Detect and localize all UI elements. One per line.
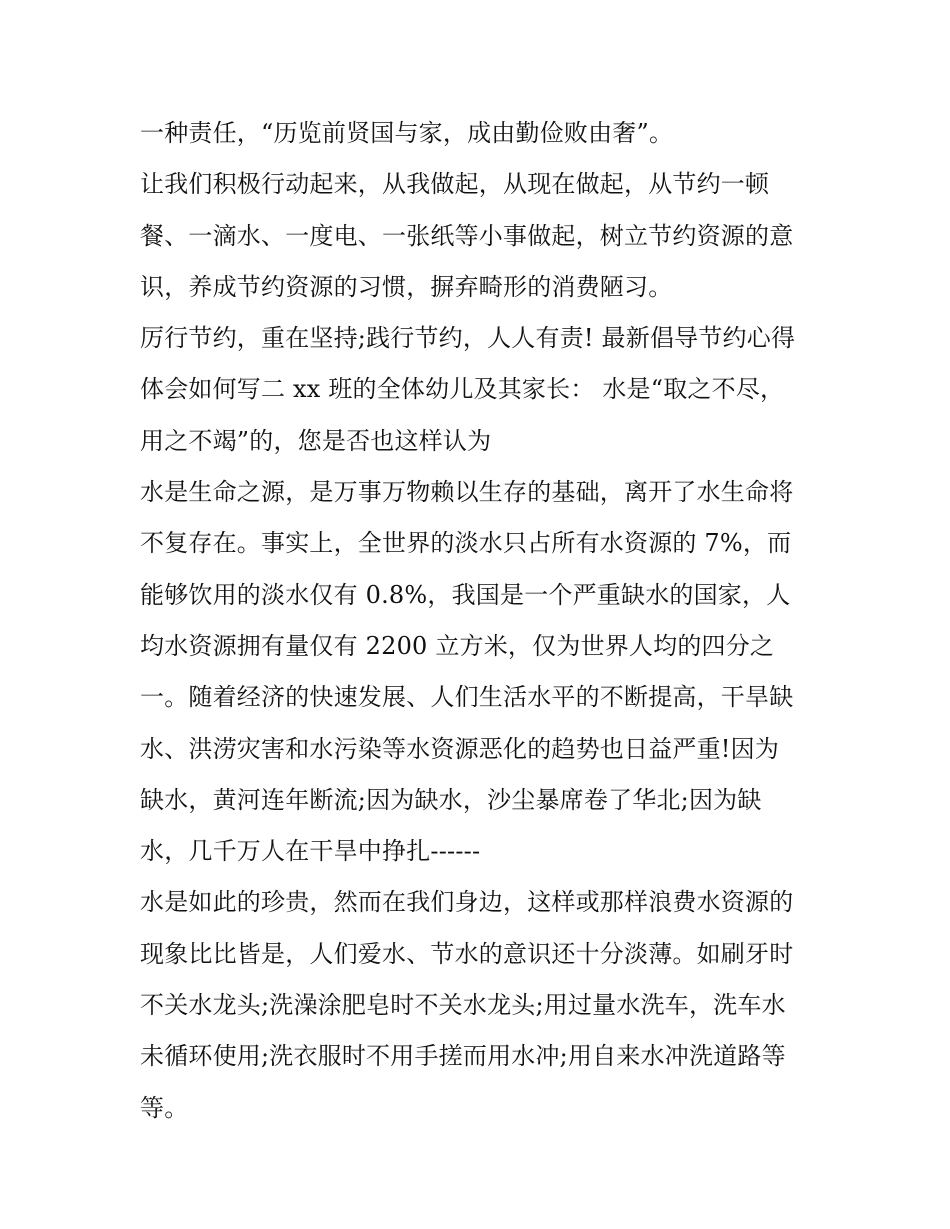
text-line: 水、洪涝灾害和水污染等水资源恶化的趋势也日益严重!因为 bbox=[140, 734, 780, 763]
text-line: 等。 bbox=[140, 1093, 189, 1122]
text-line: 体会如何写二 xx 班的全体幼儿及其家长： 水是“取之不尽， bbox=[140, 375, 785, 404]
document-body bbox=[140, 108, 820, 1134]
text-line: 识，养成节约资源的习惯，摒弃畸形的消费陋习。 bbox=[140, 272, 673, 301]
text-line: 餐、一滴水、一度电、一张纸等小事做起，树立节约资源的意 bbox=[140, 221, 794, 250]
text-line: 水是生命之源，是万事万物赖以生存的基础，离开了水生命将 bbox=[140, 478, 794, 507]
text-line: 一。随着经济的快速发展、人们生活水平的不断提高，干旱缺 bbox=[140, 683, 794, 712]
text-line: 用之不竭”的，您是否也这样认为 bbox=[140, 426, 492, 455]
text-line: 均水资源拥有量仅有 2200 立方米，仅为世界人均的四分之 bbox=[140, 631, 775, 660]
text-line: 不复存在。事实上，全世界的淡水只占所有水资源的 7%，而 bbox=[140, 529, 792, 558]
text-line: 水是如此的珍贵，然而在我们身边，这样或那样浪费水资源的 bbox=[140, 888, 794, 917]
text-line: 现象比比皆是，人们爱水、节水的意识还十分淡薄。如刷牙时 bbox=[140, 939, 794, 968]
text-line: 厉行节约，重在坚持;践行节约，人人有责! 最新倡导节约心得 bbox=[140, 324, 796, 353]
text-line: 未循环使用;洗衣服时不用手搓而用水冲;用自来水冲洗道路等 bbox=[140, 1042, 786, 1071]
text-line: 水，几千万人在干旱中挣扎------ bbox=[140, 837, 481, 866]
text-line: 让我们积极行动起来，从我做起，从现在做起，从节约一顿 bbox=[140, 170, 770, 199]
text-line: 一种责任，“历览前贤国与家，成由勤俭败由奢”。 bbox=[140, 119, 674, 147]
text-line: 能够饮用的淡水仅有 0.8%，我国是一个严重缺水的国家，人 bbox=[140, 580, 791, 609]
text-line: 缺水，黄河连年断流;因为缺水，沙尘暴席卷了华北;因为缺 bbox=[140, 785, 762, 814]
text-line: 不关水龙头;洗澡涂肥皂时不关水龙头;用过量水洗车，洗车水 bbox=[140, 991, 786, 1020]
